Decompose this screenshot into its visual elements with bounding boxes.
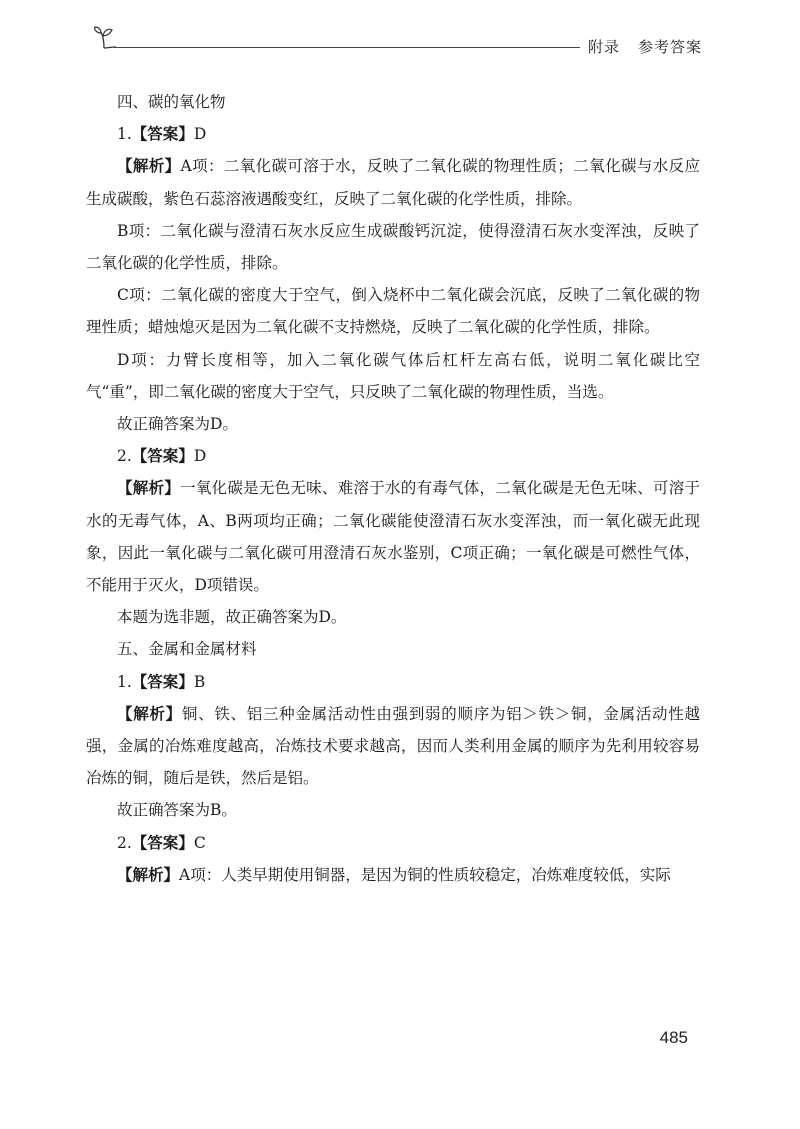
q3-number: 1.	[117, 672, 132, 691]
q1-option-c: C项：二氧化碳的密度大于空气，倒入烧杯中二氧化碳会沉底，反映了二氧化碳的物理性质；蜡烛熄灭是因为二氧化碳不支持燃烧，反映了二氧化碳的化学性质，排除。	[86, 286, 700, 337]
q4-analysis-text: A项：人类早期使用铜器，是因为铜的性质较稳定，冶炼难度较低，实际	[179, 865, 671, 884]
page-content	[86, 86, 700, 891]
header-appendix: 附录	[587, 38, 620, 56]
q2-analysis-label: 【解析】	[117, 479, 181, 498]
q4-analysis-label: 【解析】	[117, 865, 180, 884]
q3-final: 故正确答案为B。	[117, 801, 237, 820]
q2-analysis-text: 一氧化碳是无色无味、难溶于水的有毒气体，二氧化碳是无色无味、可溶于水的无毒气体，A、B两项均正确；二氧化碳能使澄清石灰水变浑浊，而一氧化碳无此现象，因此一氧化碳与二氧化碳可用澄清石灰水鉴别，C项正确；一氧化碳是可燃性气体，不能用于灭火，D项错误。	[86, 479, 700, 595]
q4-number: 2.	[117, 833, 132, 852]
q3-analysis-text: 铜、铁、铝三种金属活动性由强到弱的顺序为铝＞铁＞铜，金属活动性越强，金属的冶炼难度越高，冶炼技术要求越高，因而人类利用金属的顺序为先利用较容易冶炼的铜，随后是铁，然后是铝。	[86, 704, 700, 788]
q1-analysis	[86, 150, 700, 214]
q4-analysis	[86, 859, 700, 891]
q2-number: 2.	[117, 447, 132, 466]
q1-analysis-label: 【解析】	[117, 157, 181, 176]
q3-analysis	[86, 698, 700, 795]
sprout-icon	[92, 24, 122, 54]
q1-answer-label: 【答案】	[131, 125, 194, 144]
q1-option-d: D项：力臂长度相等，加入二氧化碳气体后杠杆左高右低，说明二氧化碳比空气“重”，即二氧化碳的密度大于空气，只反映了二氧化碳的物理性质，当选。	[86, 350, 700, 401]
q1-number: 1.	[117, 125, 132, 144]
q1-answer: D	[193, 125, 207, 144]
page-number: 485	[659, 1028, 688, 1047]
header-title: 参考答案	[637, 38, 702, 56]
section-heading-carbon-oxides: 四、碳的氧化物	[117, 93, 226, 111]
q2-final: 本题为选非题，故正确答案为D。	[117, 608, 347, 627]
q3-answer-label: 【答案】	[131, 672, 194, 691]
page-header	[92, 24, 702, 64]
q2-answer-line	[86, 440, 700, 472]
q2-answer: D	[193, 447, 207, 466]
header-rule	[114, 47, 580, 48]
q4-answer-label: 【答案】	[131, 833, 194, 852]
header-text	[588, 36, 702, 57]
q3-answer: B	[193, 672, 206, 691]
q1-option-b: B项：二氧化碳与澄清石灰水反应生成碳酸钙沉淀，使得澄清石灰水变浑浊，反映了二氧化碳的化学性质，排除。	[86, 221, 700, 273]
q3-answer-line	[86, 666, 700, 698]
q2-analysis	[86, 472, 700, 601]
q4-answer-line	[86, 827, 700, 859]
q1-final: 故正确答案为D。	[117, 415, 238, 434]
q2-answer-label: 【答案】	[131, 447, 194, 466]
q1-answer-line	[86, 118, 700, 150]
q1-analysis-text: A项：二氧化碳可溶于水，反映了二氧化碳的物理性质；二氧化碳与水反应生成碳酸，紫色石蕊溶液遇酸变红，反映了二氧化碳的化学性质，排除。	[86, 157, 700, 208]
q3-analysis-label: 【解析】	[117, 704, 182, 723]
q4-answer: C	[193, 833, 206, 852]
section-heading-metals: 五、金属和金属材料	[117, 640, 257, 659]
